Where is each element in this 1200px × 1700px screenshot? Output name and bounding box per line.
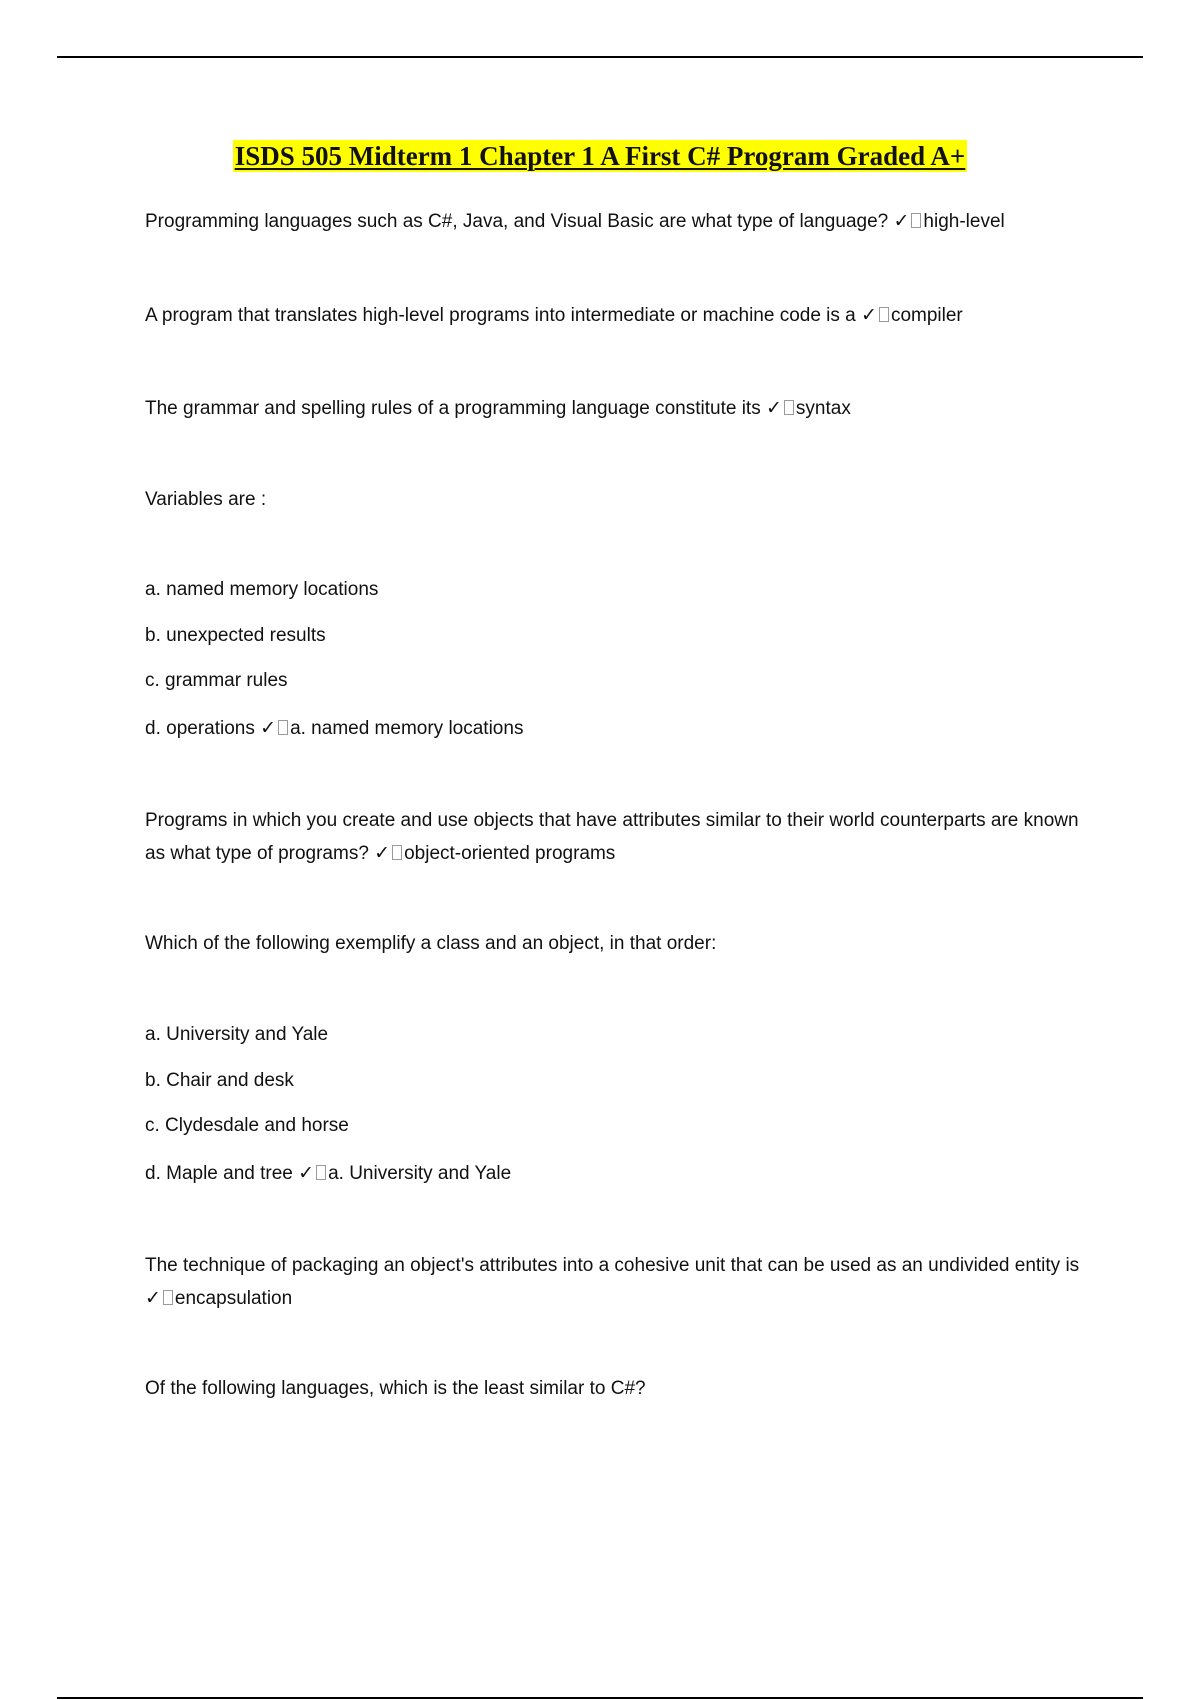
box-icon xyxy=(278,720,288,735)
check-icon: ✓ xyxy=(766,397,782,419)
question-4-option-a: a. named memory locations xyxy=(145,579,379,600)
answer-4: a. named memory locations xyxy=(290,718,524,739)
question-1 xyxy=(145,205,1090,238)
question-1-text: Programming languages such as C#, Java, and Visual Basic are what type of language? xyxy=(145,211,889,232)
box-icon xyxy=(879,307,889,322)
question-6-option-a: a. University and Yale xyxy=(145,1024,329,1045)
question-2-text: A program that translates high-level programs into intermediate or machine code is a xyxy=(145,305,856,326)
bottom-rule xyxy=(57,1697,1143,1699)
check-icon: ✓ xyxy=(861,304,877,326)
answer-3: syntax xyxy=(795,398,851,419)
question-4-option-b: b. unexpected results xyxy=(145,625,326,646)
question-6-option-b: b. Chair and desk xyxy=(145,1070,294,1091)
question-5-text: Programs in which you create and use objects that have attributes similar to their world counterparts are known as what type of programs? xyxy=(145,810,1079,864)
question-3-text: The grammar and spelling rules of a programming language constitute its xyxy=(145,398,761,419)
question-4-option-d-row xyxy=(145,712,1090,745)
question-5 xyxy=(145,804,1090,870)
question-4-option-d: d. operations xyxy=(145,718,255,739)
question-4-option-c: c. grammar rules xyxy=(145,670,288,691)
top-rule xyxy=(57,56,1143,58)
check-icon: ✓ xyxy=(260,717,277,739)
title-container xyxy=(0,140,1200,172)
check-icon: ✓ xyxy=(893,210,910,232)
question-3 xyxy=(145,392,1090,425)
box-icon xyxy=(392,845,402,860)
answer-1: high-level xyxy=(923,211,1005,232)
check-icon: ✓ xyxy=(298,1162,315,1184)
question-6-option-d: d. Maple and tree xyxy=(145,1163,293,1184)
question-6-option-c: c. Clydesdale and horse xyxy=(145,1115,349,1136)
box-icon xyxy=(316,1165,326,1180)
question-7-text: The technique of packaging an object's attributes into a cohesive unit that can be used as an undivided entity is xyxy=(145,1255,1080,1276)
check-icon: ✓ xyxy=(145,1287,161,1309)
answer-6: a. University and Yale xyxy=(328,1163,512,1184)
answer-7: encapsulation xyxy=(174,1288,293,1309)
question-4-text: Variables are : xyxy=(145,489,267,510)
check-icon: ✓ xyxy=(374,842,391,864)
question-7 xyxy=(145,1249,1090,1315)
question-2 xyxy=(145,299,1090,332)
page-title: ISDS 505 Midterm 1 Chapter 1 A First C# Program Graded A+ xyxy=(234,141,966,171)
question-8-text: Of the following languages, which is the least similar to C#? xyxy=(145,1378,646,1399)
box-icon xyxy=(163,1290,173,1305)
box-icon xyxy=(784,400,794,415)
box-icon xyxy=(911,213,921,228)
answer-5: object-oriented programs xyxy=(404,843,616,864)
answer-2: compiler xyxy=(890,305,963,326)
question-6-text: Which of the following exemplify a class and an object, in that order: xyxy=(145,933,717,954)
question-6-option-d-row xyxy=(145,1157,1090,1190)
